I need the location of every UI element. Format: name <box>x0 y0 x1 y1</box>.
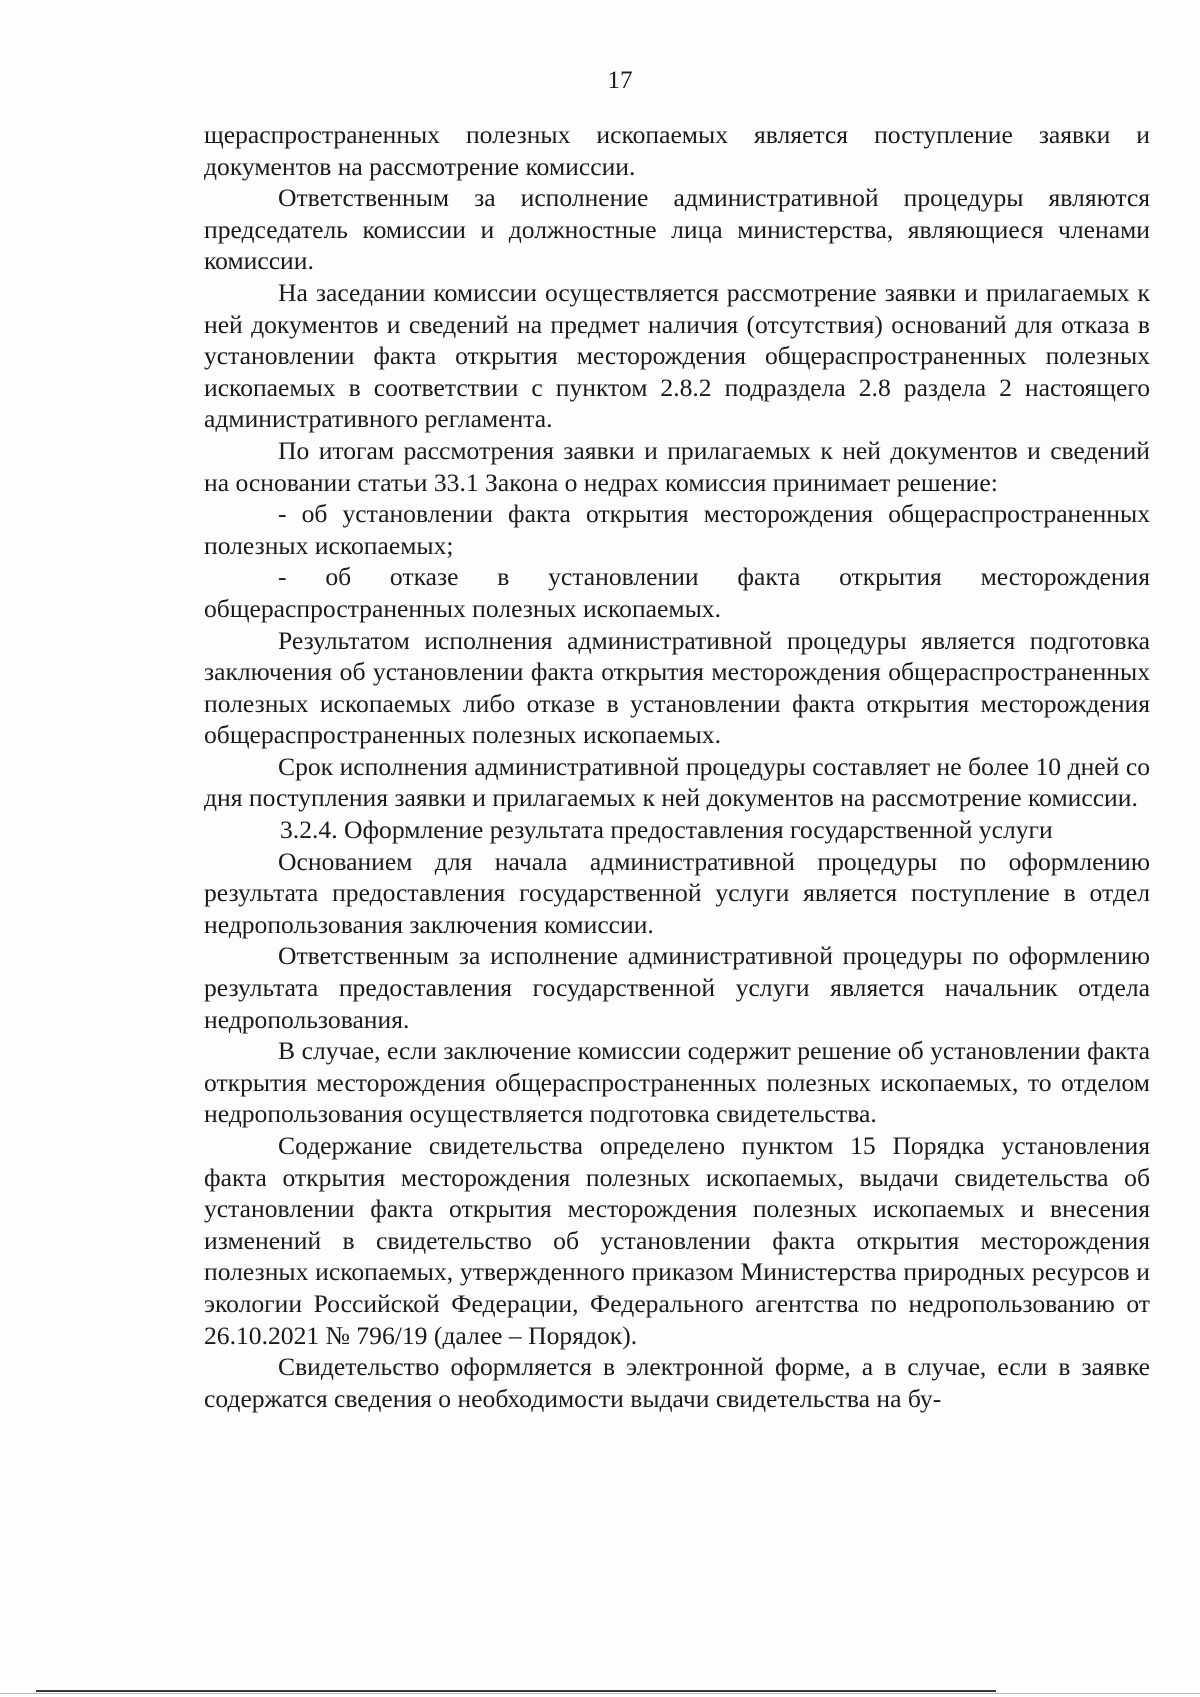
bottom-scan-edge <box>0 1693 1200 1694</box>
paragraph-procedure-result: Результатом исполнения административной процедуры является подготовка заключения об установлении факта открытия месторождения общераспространенных полезных ископаемых либо отказе в установлении факта открытия месторождения общераспространенных полезных ископаемых. <box>204 625 1150 750</box>
paragraph-certificate-preparation: В случае, если заключение комиссии содержит решение об установлении факта открытия месторождения общераспространенных полезных ископаемых, то отделом недропользования осуществляется подготовка свидетельства. <box>204 1036 1150 1129</box>
paragraph-certificate-content: Содержание свидетельства определено пунктом 15 Порядка установления факта открытия месторождения полезных ископаемых, выдачи свидетельства об установлении факта открытия месторождения полезных ископаемых и внесения изменений в свидетельство об установлении факта открытия месторождения полезных ископаемых, утвержденного приказом Министерства природных ресурсов и экологии Российской Федерации, Федерального агентства по недропользованию от 26.10.2021 № 796/19 (далее – Порядок). <box>204 1131 1150 1350</box>
paragraph-registration-responsible: Ответственным за исполнение административной процедуры по оформлению результата предоставления государственной услуги является начальник отдела недропользования. <box>204 941 1150 1034</box>
paragraph-procedure-term: Срок исполнения административной процедуры составляет не более 10 дней со дня поступления заявки и прилагаемых к ней документов на рассмотрение комиссии. <box>204 751 1150 813</box>
document-body <box>204 119 1150 1414</box>
list-item-establish-fact: - об установлении факта открытия месторождения общераспространенных полезных ископаемых; <box>204 499 1150 560</box>
section-heading-3-2-4: 3.2.4. Оформление результата предоставления государственной услуги <box>280 815 1053 845</box>
paragraph-certificate-form: Свидетельство оформляется в электронной форме, а в случае, если в заявке содержатся сведения о необходимости выдачи свидетельства на бу- <box>204 1352 1150 1413</box>
paragraph-responsible-persons: Ответственным за исполнение административной процедуры являются председатель комиссии и должностные лица министерства, являющиеся членами комиссии. <box>204 183 1150 276</box>
paragraph-commission-review: На заседании комиссии осуществляется рассмотрение заявки и прилагаемых к ней документов и сведений на предмет наличия (отсутствия) оснований для отказа в установлении факта открытия месторождения общераспространенных полезных ископаемых в соответствии с пунктом 2.8.2 подраздела 2.8 раздела 2 настоящего административного регламента. <box>204 277 1150 434</box>
paragraph-commission-decision: По итогам рассмотрения заявки и прилагаемых к ней документов и сведений на основании статьи 33.1 Закона о недрах комиссия принимает решение: <box>204 435 1150 497</box>
bottom-scan-line <box>36 1690 996 1692</box>
page-number: 17 <box>607 67 633 94</box>
list-item-refuse-fact: - об отказе в установлении факта открытия месторождения общераспространенных полезных ископаемых. <box>204 562 1150 623</box>
paragraph-continuation: щераспространенных полезных ископаемых является поступление заявки и документов на рассмотрение комиссии. <box>204 120 1150 181</box>
paragraph-registration-basis: Основанием для начала административной процедуры по оформлению результата предоставления государственной услуги является поступление в отдел недропользования заключения комиссии. <box>204 846 1150 939</box>
